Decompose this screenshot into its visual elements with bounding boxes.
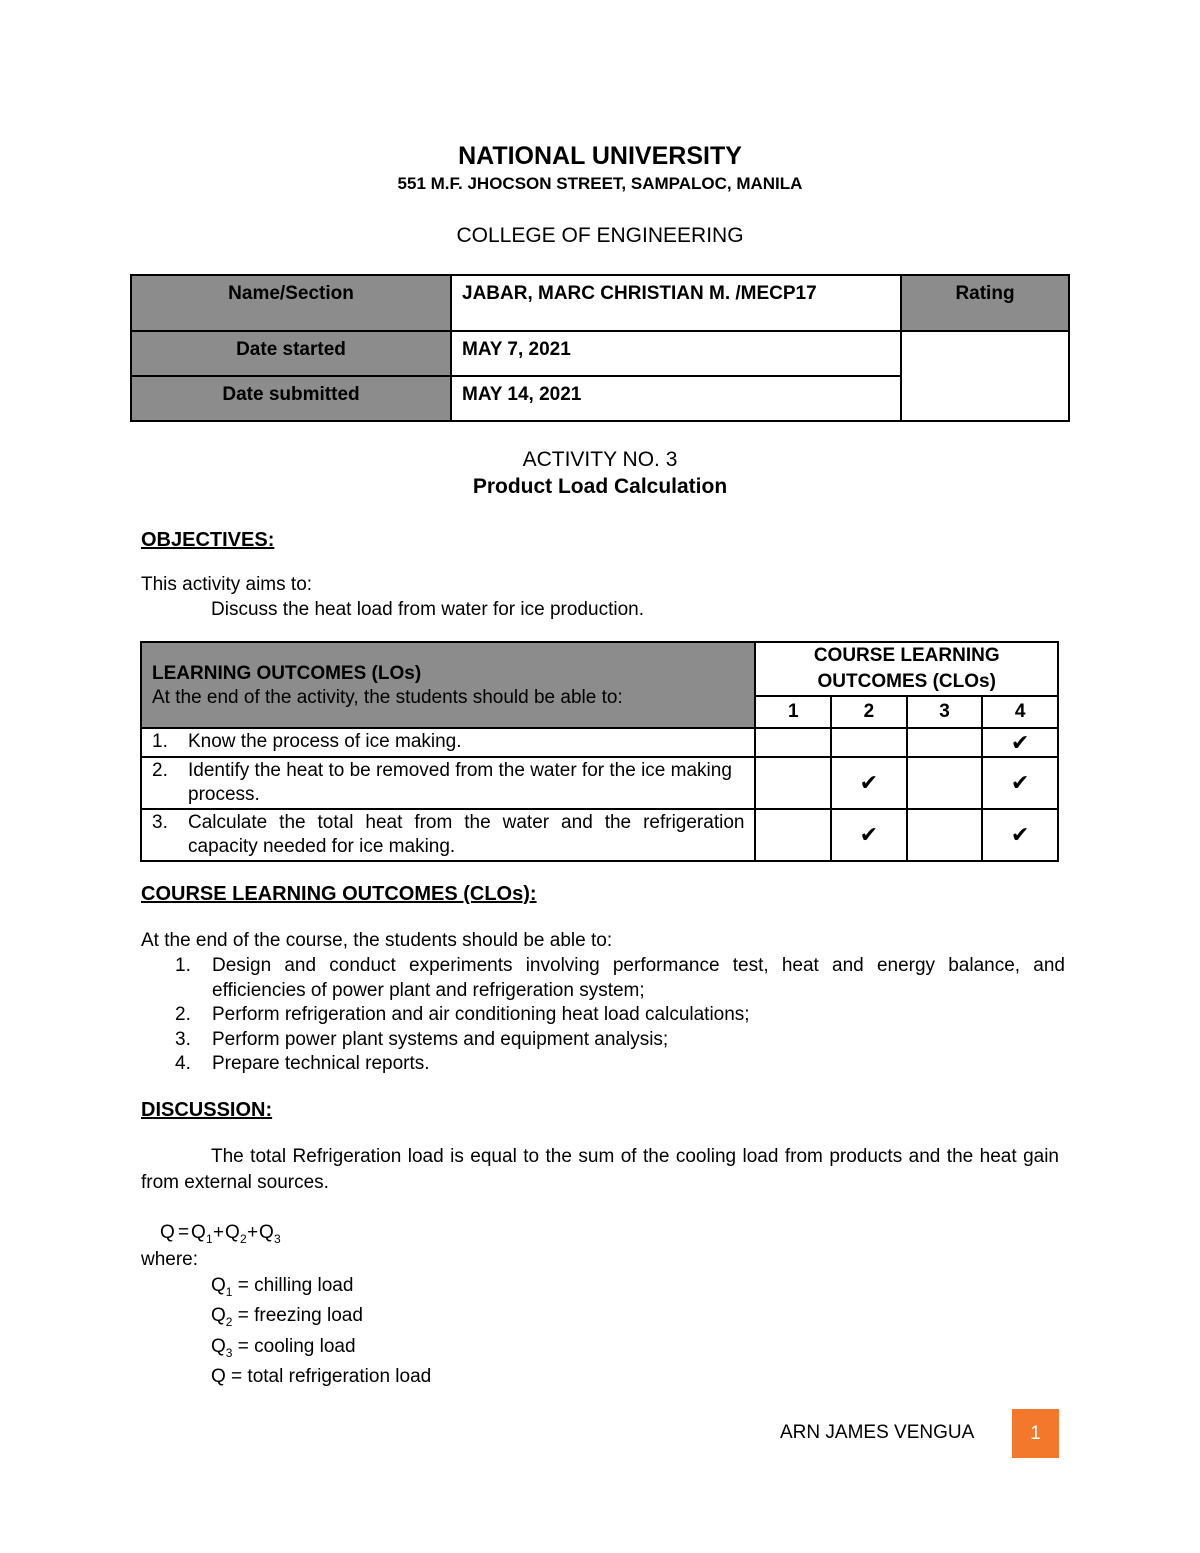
svg-text:+: + — [247, 1222, 259, 1243]
lo-item-number: 1. — [152, 731, 168, 752]
check-icon — [907, 809, 983, 861]
university-name: NATIONAL UNIVERSITY — [458, 142, 742, 170]
def-text: = chilling load — [232, 1275, 354, 1296]
table-row — [141, 757, 1058, 809]
lo-header-cell — [141, 642, 755, 728]
clo-heading-line2: OUTCOMES (CLOs) — [817, 671, 996, 692]
clos-intro: At the end of the course, the students should be able to: — [141, 930, 613, 951]
lo-item — [141, 728, 755, 757]
clo-number: 4 — [982, 696, 1058, 728]
check-icon: ✔ — [982, 728, 1058, 757]
lo-item-text: Identify the heat to be removed from the water for the ice making process. — [188, 760, 732, 805]
college-name: COLLEGE OF ENGINEERING — [456, 224, 744, 247]
def-text: = total refrigeration load — [225, 1365, 432, 1387]
equation-graphic — [160, 1218, 320, 1250]
objectives-intro: This activity aims to: — [141, 574, 313, 595]
clo-item-number: 1. — [175, 955, 191, 976]
clo-item-number: 4. — [175, 1053, 191, 1074]
clo-heading-line1: COURSE LEARNING — [813, 645, 1000, 666]
check-icon — [755, 757, 831, 809]
definition-item — [211, 1274, 431, 1304]
clo-number: 2 — [831, 696, 907, 728]
date-submitted-value: MAY 14, 2021 — [451, 376, 901, 421]
definitions-list — [211, 1274, 431, 1389]
svg-text:Q: Q — [191, 1222, 206, 1243]
lo-item-number: 3. — [152, 812, 168, 833]
def-subscript: 1 — [225, 1284, 233, 1299]
lo-subheading: At the end of the activity, the students should be able to: — [152, 687, 623, 708]
svg-text:Q: Q — [259, 1222, 274, 1243]
list-item — [175, 1052, 1065, 1077]
objectives-text: Discuss the heat load from water for ice production. — [211, 599, 644, 620]
clos-heading: COURSE LEARNING OUTCOMES (CLOs): — [141, 883, 537, 905]
clo-item-number: 2. — [175, 1004, 191, 1025]
student-info-table — [130, 274, 1070, 422]
clo-item-text: Perform power plant systems and equipment analysis; — [212, 1028, 669, 1050]
def-symbol: Q — [211, 1275, 226, 1296]
name-section-label: Name/Section — [131, 275, 451, 331]
check-icon — [907, 728, 983, 757]
def-symbol: Q — [211, 1305, 226, 1327]
check-icon: ✔ — [831, 809, 907, 861]
rating-value-cell — [901, 331, 1069, 421]
definition-item — [211, 1365, 431, 1390]
svg-text:2: 2 — [240, 1232, 247, 1246]
def-subscript: 2 — [225, 1315, 233, 1330]
date-submitted-label: Date submitted — [131, 376, 451, 421]
date-started-value: MAY 7, 2021 — [451, 331, 901, 376]
lo-heading: LEARNING OUTCOMES (LOs) — [152, 663, 422, 684]
activity-number: ACTIVITY NO. 3 — [522, 448, 678, 471]
discussion-heading: DISCUSSION: — [141, 1099, 273, 1121]
clo-number: 1 — [755, 696, 831, 728]
def-symbol: Q — [211, 1365, 226, 1387]
activity-title: Product Load Calculation — [472, 475, 728, 498]
clo-item-text: Perform refrigeration and air conditioning heat load calculations; — [212, 1004, 750, 1025]
svg-text:1: 1 — [206, 1232, 213, 1246]
discussion-paragraph: The total Refrigeration load is equal to the sum of the cooling load from products and the heat gain from external sources. — [141, 1146, 1059, 1193]
page-number: 1 — [1012, 1409, 1059, 1458]
check-icon — [831, 728, 907, 757]
where-label: where: — [141, 1249, 199, 1270]
svg-text:3: 3 — [274, 1232, 281, 1246]
learning-outcomes-table — [140, 641, 1059, 862]
def-text: = freezing load — [232, 1305, 363, 1327]
footer-author: ARN JAMES VENGUA — [780, 1422, 975, 1443]
clo-item-number: 3. — [175, 1028, 191, 1050]
clo-number: 3 — [907, 696, 983, 728]
svg-text:Q: Q — [160, 1222, 175, 1243]
check-icon: ✔ — [982, 809, 1058, 861]
university-address: 551 M.F. JHOCSON STREET, SAMPALOC, MANILA — [397, 174, 803, 193]
list-item — [175, 1028, 1065, 1053]
clo-header-cell — [755, 642, 1058, 696]
date-started-label: Date started — [131, 331, 451, 376]
lo-item — [141, 757, 755, 809]
objectives-heading: OBJECTIVES: — [141, 529, 275, 551]
check-icon — [755, 809, 831, 861]
def-symbol: Q — [211, 1335, 226, 1357]
table-row — [141, 728, 1058, 757]
name-section-value: JABAR, MARC CHRISTIAN M. /MECP17 — [451, 275, 901, 331]
def-subscript: 3 — [225, 1345, 233, 1360]
svg-text:Q: Q — [225, 1222, 240, 1243]
definition-item — [211, 1304, 431, 1334]
lo-item-text: Know the process of ice making. — [188, 731, 462, 752]
lo-item-text: Calculate the total heat from the water and the refrigeration capacity needed for ice making. — [188, 812, 745, 857]
clo-item-text: Prepare technical reports. — [212, 1053, 430, 1074]
list-item — [175, 954, 1065, 1003]
check-icon: ✔ — [982, 757, 1058, 809]
svg-text:=: = — [178, 1222, 190, 1243]
clo-item-text: Design and conduct experiments involving performance test, heat and energy balance, and efficiencies of power plant and refrigeration system; — [212, 955, 1065, 1001]
def-text: = cooling load — [232, 1335, 356, 1357]
clos-list — [175, 954, 1065, 1077]
lo-item — [141, 809, 755, 861]
lo-item-number: 2. — [152, 760, 168, 781]
svg-text:+: + — [213, 1222, 225, 1243]
table-row — [141, 809, 1058, 861]
rating-label: Rating — [901, 275, 1069, 331]
check-icon — [755, 728, 831, 757]
check-icon: ✔ — [831, 757, 907, 809]
list-item — [175, 1003, 1065, 1028]
definition-item — [211, 1335, 431, 1365]
check-icon — [907, 757, 983, 809]
